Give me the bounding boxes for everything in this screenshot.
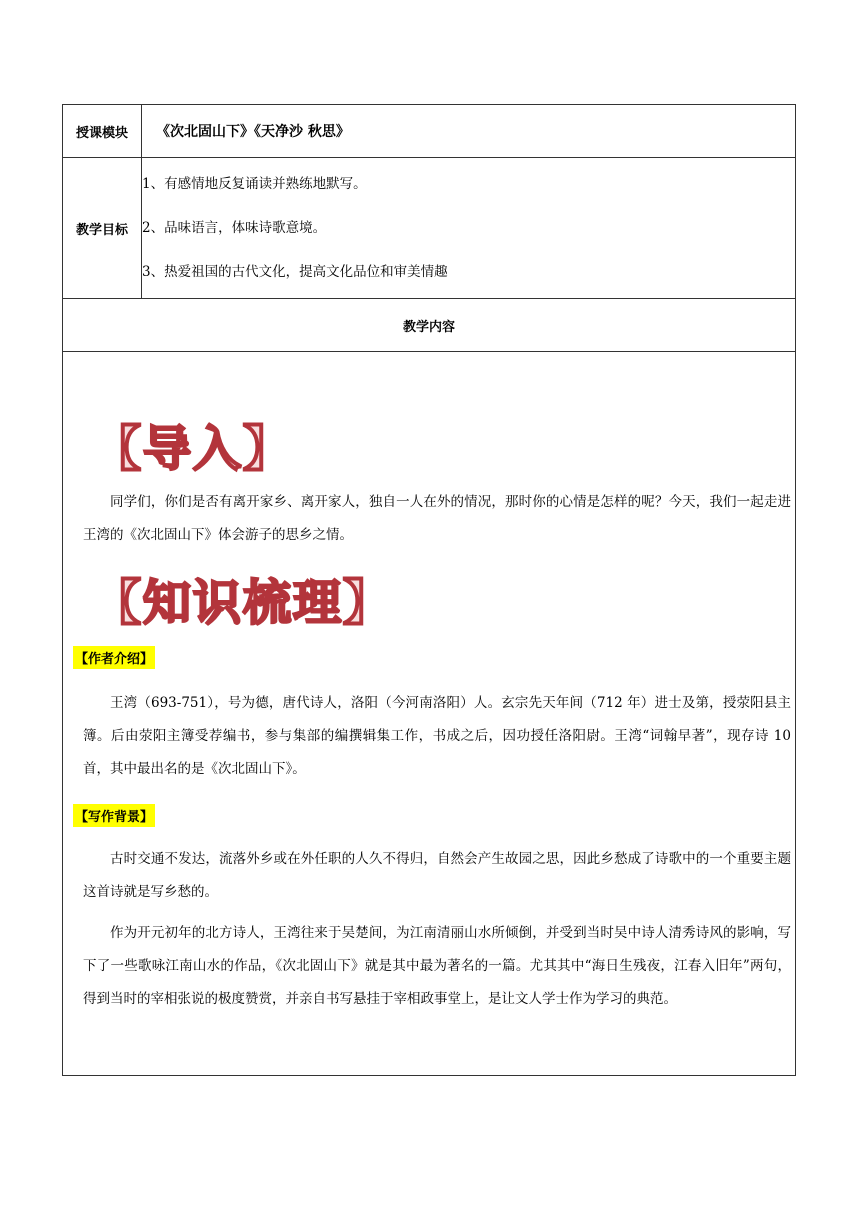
content-body	[63, 352, 795, 1075]
content-header: 教学内容	[63, 299, 796, 352]
goals-row	[63, 158, 796, 299]
intro-banner: 【导入】	[93, 421, 294, 477]
content-header-row	[63, 299, 796, 352]
module-value: 《次北固山下》《天净沙 秋思》	[142, 105, 796, 158]
lesson-plan-table	[62, 104, 796, 1076]
content-row	[63, 352, 796, 1076]
module-label: 授课模块	[63, 105, 142, 158]
goal-item: 3、热爱祖国的古代文化，提高文化品位和审美情趣	[142, 264, 448, 280]
content-cell	[63, 352, 796, 1076]
knowledge-banner: 【知识梳理】	[93, 575, 394, 631]
goals-label: 教学目标	[63, 158, 142, 299]
intro-paragraph: 同学们，你们是否有离开家乡、离开家人，独自一人在外的情况，那时你的心情是怎样的呢？今天，我们一起走进王湾的《次北固山下》体会游子的思乡之情。	[83, 494, 791, 543]
background-tag: 【写作背景】	[73, 804, 155, 827]
module-row	[63, 105, 796, 158]
goal-item: 2、品味语言，体味诗歌意境。	[142, 220, 327, 236]
author-paragraph: 王湾（693-751），号为德，唐代诗人，洛阳（今河南洛阳）人。玄宗先天年间（712 年）进士及第，授荥阳县主簿。后由荥阳主簿受荐编书，参与集部的编撰辑集工作，书成之后，因功授任洛阳尉。王湾“词翰早著”，现存诗 10 首，其中最出名的是《次北固山下》。	[83, 695, 791, 777]
author-tag: 【作者介绍】	[73, 646, 155, 669]
background-paragraph-1: 古时交通不发达，流落外乡或在外任职的人久不得归，自然会产生故园之思，因此乡愁成了诗歌中的一个重要主题这首诗就是写乡愁的。	[83, 851, 791, 900]
background-paragraph-2: 作为开元初年的北方诗人，王湾往来于吴楚间，为江南清丽山水所倾倒，并受到当时吴中诗人清秀诗风的影响，写下了一些歌咏江南山水的作品，《次北固山下》就是其中最为著名的一篇。尤其其中“海日生残夜，江春入旧年”两句，得到当时的宰相张说的极度赞赏，并亲自书写悬挂于宰相政事堂上，是让文人学士作为学习的典范。	[83, 925, 791, 1007]
goal-item: 1、有感情地反复诵读并熟练地默写。	[142, 176, 367, 192]
goals-list	[142, 158, 796, 299]
